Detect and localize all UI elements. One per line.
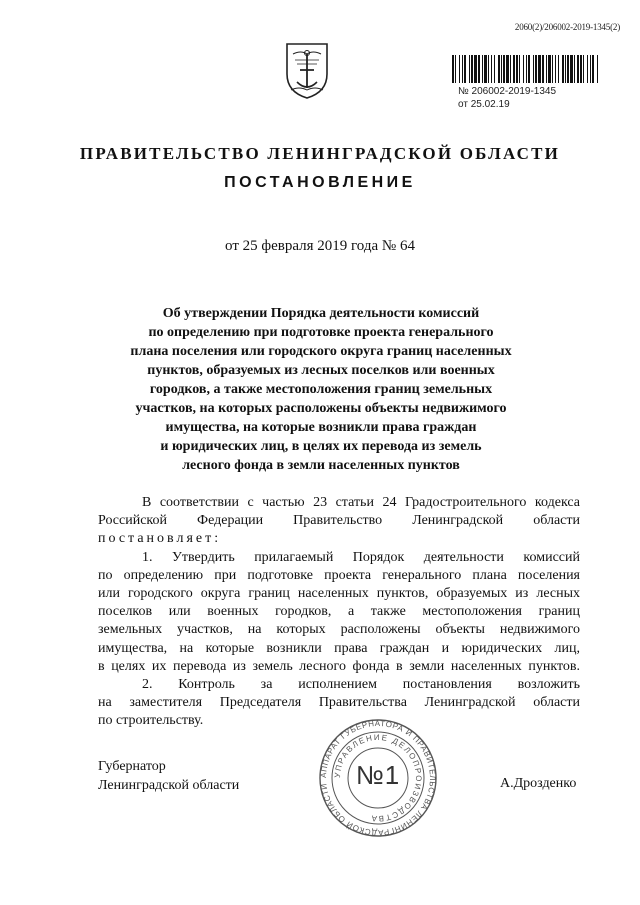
item1-line: по определению при подготовке проекта генерального плана поселения	[98, 567, 580, 583]
barcode-bar	[501, 55, 502, 83]
decree-word: постановляет:	[98, 531, 222, 547]
item1-line: в целях их перевода из земель лесного фонда в земли населенных пунктов.	[98, 658, 580, 674]
barcode-bar	[503, 55, 505, 83]
barcode-bar	[523, 55, 524, 83]
title-line: Об утверждении Порядка деятельности комиссий	[162, 306, 480, 321]
barcode-bar	[488, 55, 489, 83]
barcode-bar	[546, 55, 547, 83]
barcode-bar	[583, 55, 584, 83]
barcode-bar	[474, 55, 477, 83]
signatory-position	[98, 758, 239, 795]
barcode-bar	[555, 55, 556, 83]
barcode-bar	[577, 55, 579, 83]
signatory-name: А.Дрозденко	[500, 776, 577, 791]
barcode-bar	[494, 55, 495, 83]
document-type: ПОСТАНОВЛЕНИЕ	[224, 174, 416, 191]
barcode-bar	[519, 55, 520, 83]
leningrad-oblast-coat-of-arms-icon	[283, 40, 331, 100]
barcode-icon	[452, 55, 600, 83]
signatory-position-line: Губернатор	[98, 759, 166, 774]
preamble-line: В соответствии с частью 23 статьи 24 Градостроительного кодекса	[142, 495, 580, 510]
barcode-bar	[484, 55, 487, 83]
barcode-bar	[597, 55, 598, 83]
barcode-bar	[562, 55, 564, 83]
seal-outer-text: АППАРАТ ГУБЕРНАТОРА И ПРАВИТЕЛЬСТВА ЛЕНИНГРАДСКОЙ ОБЛАСТИ	[318, 718, 438, 838]
title-line: участков, на которых расположены объекты недвижимого	[135, 401, 507, 416]
barcode-bar	[491, 55, 492, 83]
item1-line: имущества, на которые возникли права граждан и юридических лиц,	[98, 640, 580, 656]
barcode-bar	[455, 55, 456, 83]
barcode-bar	[552, 55, 553, 83]
title-line: и юридических лиц, в целях их перевода из земель	[160, 439, 482, 454]
registration-date: от 25.02.19	[458, 99, 510, 110]
barcode-bar	[565, 55, 566, 83]
barcode-bar	[538, 55, 541, 83]
barcode-bar	[478, 55, 480, 83]
document-body	[98, 494, 580, 730]
item1-line: поселков или военных городков, а также местоположения границ	[98, 604, 580, 620]
barcode-bar	[506, 55, 509, 83]
barcode-bar	[533, 55, 534, 83]
signatory-position-line: Ленинградской области	[98, 777, 240, 793]
barcode-bar	[567, 55, 569, 83]
barcode-bar	[462, 55, 463, 83]
barcode-bar	[574, 55, 575, 83]
barcode-bar	[513, 55, 515, 83]
title-line: пунктов, образуемых из лесных поселков или военных	[147, 363, 495, 378]
barcode-bar	[548, 55, 551, 83]
barcode-bar	[464, 55, 466, 83]
item1-line: 1. Утвердить прилагаемый Порядок деятельности комиссий	[142, 549, 580, 565]
barcode-bar	[510, 55, 511, 83]
date-and-number: от 25 февраля 2019 года № 64	[225, 238, 415, 254]
barcode-bar	[542, 55, 544, 83]
barcode-bar	[469, 55, 470, 83]
barcode-bar	[528, 55, 530, 83]
barcode-bar	[459, 55, 460, 83]
item2-line: 2. Контроль за исполнением постановления возложить	[142, 676, 580, 692]
barcode-bar	[587, 55, 588, 83]
title-line: городков, а также местоположения границ земельных	[149, 382, 493, 397]
barcode-bar	[558, 55, 559, 83]
item1-line: земельных участков, на которых расположены объекты недвижимого	[98, 622, 580, 638]
item2-line: на заместителя Председателя Правительства Ленинградской области	[98, 695, 580, 711]
seal-inner-text: УПРАВЛЕНИЕ ДЕЛОПРОИЗВОДСТВА	[332, 732, 424, 824]
barcode-bar	[452, 55, 454, 83]
title-line: лесного фонда в земли населенных пунктов	[182, 458, 460, 473]
title-line: имущества, на которые возникли права граждан	[165, 420, 477, 435]
seal-center-number: №1	[355, 760, 401, 790]
barcode-bar	[516, 55, 518, 83]
document-title	[120, 304, 522, 475]
registration-number: № 206002-2019-1345	[458, 86, 557, 97]
barcode-bar	[570, 55, 573, 83]
reference-code: 2060(2)/206002-2019-1345(2)	[514, 22, 620, 32]
title-line: по определению при подготовке проекта генерального	[148, 325, 494, 340]
preamble-line: Российской Федерации Правительство Ленинградской области	[98, 513, 580, 529]
item2-line: по строительству.	[98, 713, 204, 729]
barcode-bar	[526, 55, 527, 83]
barcode-bar	[535, 55, 537, 83]
title-line: плана поселения или городского округа границ населенных	[130, 344, 512, 359]
barcode-bar	[590, 55, 591, 83]
barcode-bar	[482, 55, 483, 83]
barcode-bar	[580, 55, 582, 83]
item1-line: или городского округа границ населенных пунктов, образуемых из лесных	[98, 585, 580, 601]
barcode-bar	[592, 55, 594, 83]
barcode-bar	[471, 55, 473, 83]
organization-title: ПРАВИТЕЛЬСТВО ЛЕНИНГРАДСКОЙ ОБЛАСТИ	[79, 144, 561, 163]
barcode-bar	[498, 55, 500, 83]
